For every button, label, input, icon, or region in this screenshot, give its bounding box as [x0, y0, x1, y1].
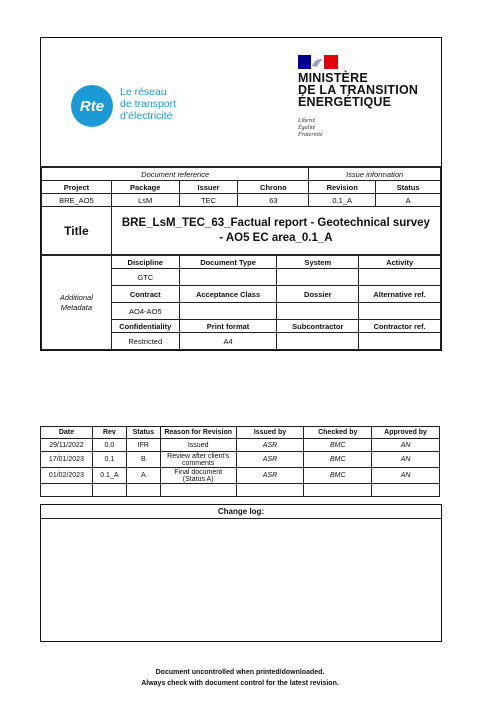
rev-cell: ASR: [236, 439, 304, 452]
ministry-line: MINISTÈRE: [298, 71, 368, 85]
rev-cell: AN: [372, 439, 440, 452]
header-status: Status: [376, 181, 441, 194]
meta-value: GTC: [111, 269, 179, 286]
rev-cell: BMC: [304, 452, 372, 468]
change-log-box: [40, 504, 442, 642]
ministry-line: ÉNERGÉTIQUE: [298, 95, 392, 109]
motto-line: Égalité: [298, 125, 316, 131]
rev-cell: Final document (Status A): [160, 468, 236, 484]
additional-metadata-label: [42, 256, 112, 350]
meta-value: [179, 269, 277, 286]
metadata-table: [41, 255, 441, 350]
rte-line: de transport: [120, 98, 177, 110]
republic-motto: [298, 118, 323, 139]
meta-value: [359, 303, 441, 320]
rev-cell: AN: [372, 468, 440, 484]
rev-header: Checked by: [304, 427, 372, 439]
value-package: LsM: [111, 194, 179, 207]
table-row: [41, 439, 440, 452]
value-status: A: [376, 194, 441, 207]
rev-cell: A: [126, 468, 160, 484]
rev-cell: BMC: [304, 468, 372, 484]
meta-label: Contract: [111, 286, 179, 303]
header-chrono: Chrono: [238, 181, 309, 194]
meta-label: Acceptance Class: [179, 286, 277, 303]
rev-header: Reason for Revision: [160, 427, 236, 439]
ministry-line: DE LA TRANSITION: [298, 83, 419, 97]
meta-label: Confidentiality: [111, 320, 179, 333]
rev-cell: Issued: [160, 439, 236, 452]
meta-value: AO4-AO5: [111, 303, 179, 320]
table-row: [41, 468, 440, 484]
meta-value: [359, 333, 441, 350]
header-project: Project: [42, 181, 112, 194]
footer-notice: [0, 667, 480, 689]
issue-info-heading: Issue information: [309, 168, 441, 181]
rev-cell: BMC: [304, 439, 372, 452]
meta-label: Subcontractor: [277, 320, 359, 333]
rev-cell: [372, 484, 440, 497]
rte-line: Le réseau: [120, 86, 167, 98]
revision-table: [40, 426, 440, 497]
rev-cell: IFR: [126, 439, 160, 452]
rev-cell: ASR: [236, 452, 304, 468]
meta-value: [179, 303, 277, 320]
rte-logo: Rte: [71, 85, 113, 127]
rev-header: Date: [41, 427, 93, 439]
rev-cell: 0.1: [92, 452, 126, 468]
header-package: Package: [111, 181, 179, 194]
meta-label: Print format: [179, 320, 277, 333]
motto-line: Fraternité: [298, 132, 323, 138]
value-revision: 0.1_A: [309, 194, 376, 207]
rev-cell: [41, 484, 93, 497]
meta-value: A4: [179, 333, 277, 350]
rte-tagline: [120, 86, 176, 122]
table-row: [41, 484, 440, 497]
value-issuer: TEC: [179, 194, 238, 207]
reference-table: [41, 167, 441, 255]
footer-line: Document uncontrolled when printed/downloaded.: [155, 669, 325, 676]
rev-cell: [236, 484, 304, 497]
meta-label: Dossier: [277, 286, 359, 303]
rev-cell: [160, 484, 236, 497]
motto-line: Liberté: [298, 118, 316, 124]
value-chrono: 63: [238, 194, 309, 207]
document-title: BRE_LsM_TEC_63_Factual report - Geotechnical survey - AO5 EC area_0.1_A: [111, 207, 440, 255]
rev-cell: 0.1_A: [92, 468, 126, 484]
footer-line: Always check with document control for the latest revision.: [141, 680, 339, 687]
meta-label: Document Type: [179, 256, 277, 269]
change-log-heading: Change log:: [41, 505, 441, 519]
rev-cell: AN: [372, 452, 440, 468]
rev-cell: [304, 484, 372, 497]
meta-value: [277, 303, 359, 320]
value-project: BRE_AO5: [42, 194, 112, 207]
rev-header: Approved by: [372, 427, 440, 439]
additional-label-line: Additional: [59, 292, 93, 302]
meta-label: System: [277, 256, 359, 269]
ministry-logo-text: [298, 72, 418, 108]
header-issuer: Issuer: [179, 181, 238, 194]
meta-label: Contractor ref.: [359, 320, 441, 333]
header-revision: Revision: [309, 181, 376, 194]
doc-ref-heading: Document reference: [42, 168, 309, 181]
rte-line: d’électricité: [120, 110, 173, 122]
rev-cell: 29/11/2022: [41, 439, 93, 452]
table-row: [41, 452, 440, 468]
meta-value: [359, 269, 441, 286]
rev-header: Rev: [92, 427, 126, 439]
rev-cell: ASR: [236, 468, 304, 484]
marianne-flag-icon: [298, 55, 338, 69]
meta-label: Discipline: [111, 256, 179, 269]
rev-header: Issued by: [236, 427, 304, 439]
rev-header: Status: [126, 427, 160, 439]
additional-label-line: Metadata: [60, 302, 93, 312]
logo-header: [41, 38, 441, 167]
meta-value: [277, 269, 359, 286]
rev-cell: 01/02/2023: [41, 468, 93, 484]
rev-cell: 17/01/2023: [41, 452, 93, 468]
meta-value: [277, 333, 359, 350]
rev-cell: Review after client's comments: [160, 452, 236, 468]
rev-cell: [92, 484, 126, 497]
meta-label: Alternative ref.: [359, 286, 441, 303]
meta-value: Restricted: [111, 333, 179, 350]
meta-label: Activity: [359, 256, 441, 269]
rev-cell: [126, 484, 160, 497]
rev-cell: B: [126, 452, 160, 468]
cover-sheet: [40, 37, 442, 351]
rev-cell: 0.0: [92, 439, 126, 452]
title-label: Title: [42, 207, 112, 255]
